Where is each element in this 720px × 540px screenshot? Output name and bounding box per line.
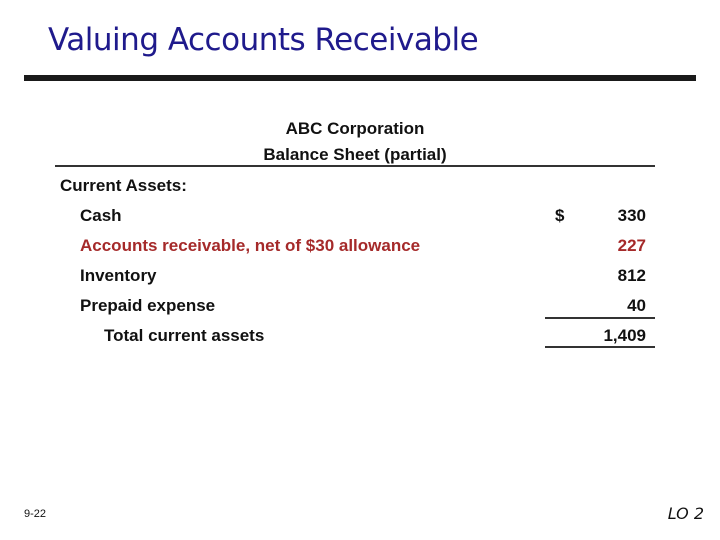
- company-name: ABC Corporation: [285, 119, 425, 138]
- currency-symbol: $: [555, 206, 565, 225]
- row-value-cash: 330: [617, 206, 646, 225]
- row-label-total-current-assets: Total current assets: [104, 326, 265, 345]
- row-value-inventory: 812: [617, 266, 646, 285]
- section-label-current-assets: Current Assets:: [60, 176, 187, 195]
- row-value-prepaid-expense: 40: [627, 296, 646, 315]
- slide-title: Valuing Accounts Receivable: [48, 22, 479, 58]
- row-label-prepaid-expense: Prepaid expense: [80, 296, 216, 315]
- subtotal-rule: [545, 317, 655, 319]
- row-value-accounts-receivable: 227: [617, 236, 646, 255]
- row-label-accounts-receivable: Accounts receivable, net of $30 allowance: [80, 236, 421, 255]
- row-label-inventory: Inventory: [80, 266, 157, 285]
- page-number: 9-22: [24, 508, 47, 520]
- header-divider: [55, 165, 655, 167]
- title-underline: [24, 75, 696, 81]
- total-rule: [545, 346, 655, 348]
- row-value-total-current-assets: 1,409: [603, 326, 646, 345]
- row-label-cash: Cash: [80, 206, 122, 225]
- learning-objective-label: LO 2: [667, 504, 704, 523]
- statement-subtitle: Balance Sheet (partial): [263, 145, 447, 164]
